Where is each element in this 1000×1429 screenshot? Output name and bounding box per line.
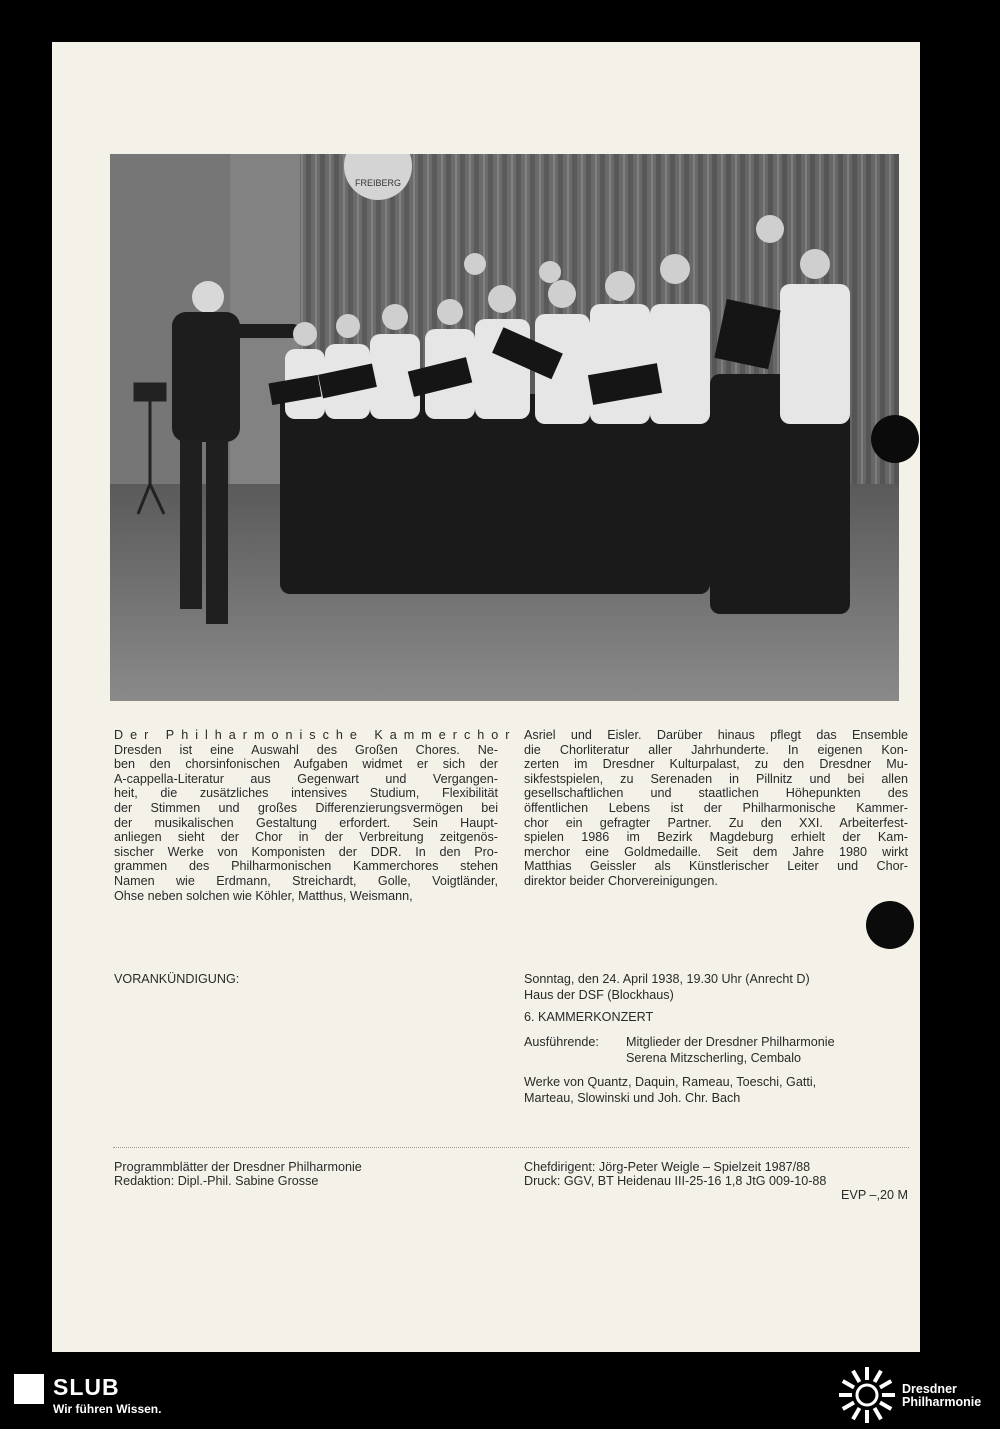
divider [113, 1147, 909, 1148]
article-right-column [524, 728, 908, 889]
article-line: zerten im Dresdner Kulturpalast, zu den Dresdner Mu- [524, 757, 908, 772]
article-line: gesellschaftlichen und staatlichen Höhepunkten des [524, 786, 908, 801]
article-line: der musikalischen Gestaltung erfordert. Sein Haupt- [114, 815, 498, 830]
works-line-1: Werke von Quantz, Daquin, Rameau, Toeschi, Gatti, [524, 1075, 817, 1089]
announcement-label: VORANKÜNDIGUNG: [114, 972, 240, 986]
article-line: der Stimmen und großes Differenzierungsvermögen bei [114, 800, 498, 815]
article-left-column [114, 728, 517, 903]
article-line: öffentlichen Lebens ist der Philharmonische Kammer- [524, 800, 908, 815]
colophon-conductor: Chefdirigent: Jörg-Peter Weigle – Spielzeit 1987/88 [524, 1160, 811, 1174]
article-line: Namen wie Erdmann, Streichardt, Golle, Voigtländer, [114, 873, 498, 888]
banner-text: FREIBERG [354, 178, 402, 188]
performers-line-1: Mitglieder der Dresdner Philharmonie [626, 1035, 835, 1049]
article-line: anliegen sieht der Chor in der Verbreitung zeitgenös- [114, 830, 498, 845]
article-line: A-cappella-Literatur aus Gegenwart und Vergangen- [114, 771, 498, 786]
article-line: sischer Werke von Komponisten der DDR. In den Pro- [114, 844, 498, 859]
punch-hole [866, 901, 914, 949]
article-line: heit, die zusätzliches intensives Studium, Flexibilität [114, 786, 498, 801]
works-line-2: Marteau, Slowinski und Joh. Chr. Bach [524, 1091, 741, 1105]
performers-line-2: Serena Mitzscherling, Cembalo [626, 1051, 801, 1065]
announcement-date: Sonntag, den 24. April 1938, 19.30 Uhr (Anrecht D) [524, 972, 810, 986]
punch-hole [871, 415, 919, 463]
philharmonie-name-line-2: Philharmonie [902, 1395, 982, 1409]
slub-name: SLUB [53, 1374, 120, 1400]
colophon-print: Druck: GGV, BT Heidenau III-25-16 1,8 JtG 009-10-88 [524, 1174, 827, 1188]
article-line: Ohse neben solchen wie Köhler, Matthus, Weismann, [114, 888, 413, 903]
philharmonie-logo-icon [838, 1366, 896, 1424]
article-line: Dresden ist eine Auswahl des Großen Chores. Ne- [114, 742, 498, 757]
article-line: merchor eine Goldmedaille. Seit dem Jahre 1980 wirkt [524, 844, 908, 859]
article-line: Asriel und Eisler. Darüber hinaus pflegt das Ensemble [524, 728, 908, 742]
announcement-venue: Haus der DSF (Blockhaus) [524, 988, 674, 1002]
article-line: chor ein gefragter Partner. Zu den XXI. Arbeiterfest- [524, 815, 908, 830]
philharmonie-name-line-1: Dresdner [902, 1382, 957, 1396]
colophon-editor: Redaktion: Dipl.-Phil. Sabine Grosse [114, 1174, 319, 1188]
announcement-concert: 6. KAMMERKONZERT [524, 1010, 654, 1024]
article-line: die Chorliteratur aller Jahrhunderte. In eigenen Kon- [524, 742, 908, 757]
slub-tagline: Wir führen Wissen. [53, 1402, 162, 1416]
article-line: sikfestspielen, zu Serenaden in Pillnitz und bei allen [524, 771, 908, 786]
article-line: direktor beider Chorvereinigungen. [524, 873, 718, 888]
slub-logo-icon [14, 1374, 44, 1404]
article-line: Matthias Geissler als Künstlerischer Leiter und Chor- [524, 859, 908, 874]
article-line: Der Philharmonische Kammerchor [114, 728, 517, 742]
choir-photo [110, 154, 899, 701]
article-line: grammen des Philharmonischen Kammerchores stehen [114, 859, 498, 874]
performers-label: Ausführende: [524, 1035, 599, 1049]
philharmonie-name [902, 1383, 981, 1409]
article-line: ben den chorsinfonischen Aufgaben widmet er sich der [114, 757, 498, 772]
colophon-series: Programmblätter der Dresdner Philharmonie [114, 1160, 362, 1174]
article-line: spielen 1986 im Bezirk Magdeburg erhielt der Kam- [524, 830, 908, 845]
colophon-price: EVP –,20 M [841, 1188, 908, 1202]
